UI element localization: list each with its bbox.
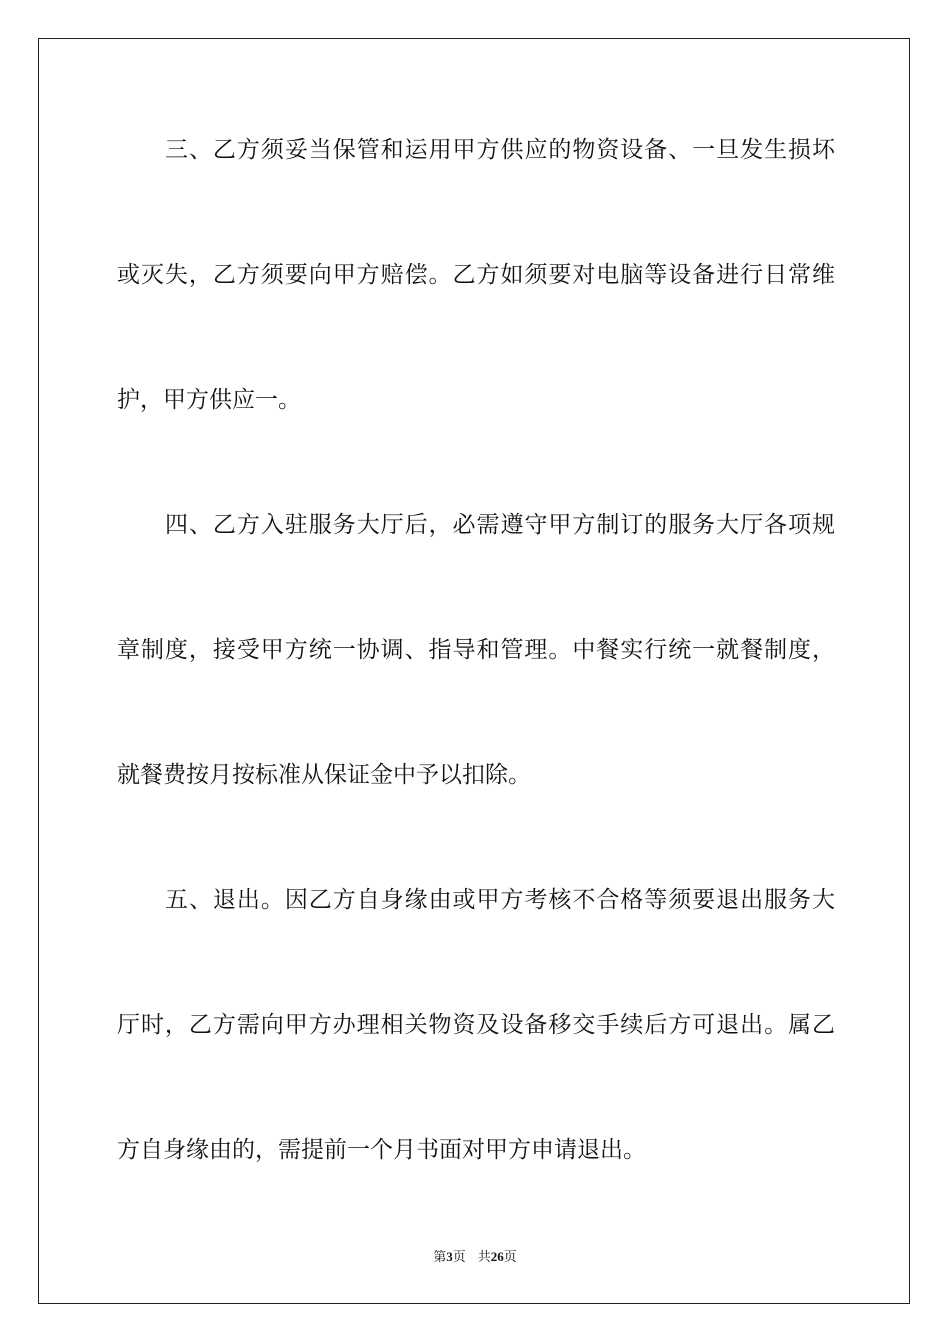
footer-page-suffix: 页: [452, 1249, 466, 1264]
paragraph-5-line-1: 五、退出。因乙方自身缘由或甲方考核不合格等须要退出服务大: [165, 887, 835, 913]
page-footer: [0, 1246, 950, 1265]
paragraph-4-line-1: 四、乙方入驻服务大厅后，必需遵守甲方制订的服务大厅各项规: [165, 512, 835, 538]
page-border: [38, 38, 910, 1304]
paragraph-5-line-2: 厅时，乙方需向甲方办理相关物资及设备移交手续后方可退出。属乙: [117, 1012, 835, 1038]
paragraph-5-line-3: 方自身缘由的，需提前一个月书面对甲方申请退出。: [117, 1137, 646, 1163]
paragraph-4-line-3: 就餐费按月按标准从保证金中予以扣除。: [117, 762, 531, 788]
paragraph-3-line-3: 护，甲方供应一。: [117, 387, 301, 413]
footer-page-prefix: 第: [433, 1249, 447, 1264]
footer-total-pages: 26: [490, 1249, 504, 1264]
paragraph-3-line-2: 或灭失，乙方须要向甲方赔偿。乙方如须要对电脑等设备进行日常维: [117, 262, 835, 288]
paragraph-3-line-1: 三、乙方须妥当保管和运用甲方供应的物资设备、一旦发生损坏: [165, 137, 835, 163]
footer-page-number: 3: [446, 1249, 453, 1264]
footer-total-prefix: 共: [477, 1249, 491, 1264]
footer-total-suffix: 页: [503, 1249, 517, 1264]
paragraph-4-line-2: 章制度，接受甲方统一协调、指导和管理。中餐实行统一就餐制度，: [117, 637, 835, 663]
